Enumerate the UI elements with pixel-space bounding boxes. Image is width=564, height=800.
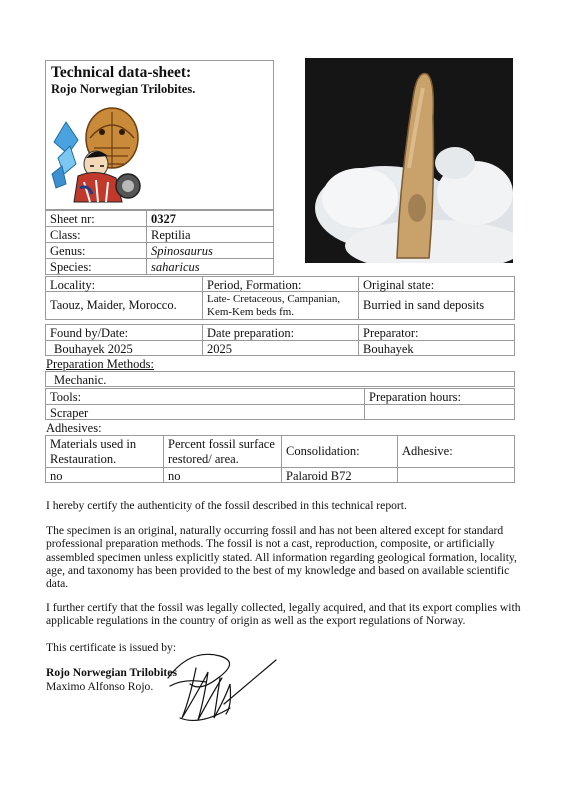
percent-label: Percent fossil surface restored/ area. xyxy=(168,437,275,466)
found-by-value: Bouhayek 2025 xyxy=(54,342,133,356)
methods-box xyxy=(45,371,515,387)
original-state-label: Original state: xyxy=(363,278,435,292)
handwritten-signature xyxy=(160,648,280,726)
certification-paragraph-3: I further certify that the fossil was legally collected, legally acquired, and that its export complies with applicable regulations in the country of origin as well as the export regulations of Norway. xyxy=(46,601,521,628)
methods-value: Mechanic. xyxy=(54,373,107,387)
found-by-label: Found by/Date: xyxy=(50,326,129,340)
trilobite-samurai-logo xyxy=(50,102,146,206)
sheet-number: 0327 xyxy=(151,212,176,226)
adhesive-label: Adhesive: xyxy=(402,444,453,458)
certification-paragraph-2: The specimen is an original, naturally occurring fossil and has not been altered except for standard professional preparation methods. The fossil is not a cast, reproduction, composite, or artificially assembled specimen unless explicitly stated. All information regarding geological formation, locality, age, and taxonomy has been provided to the best of my knowledge and based on available scientific data. xyxy=(46,524,517,591)
preparation-methods-heading: Preparation Methods: xyxy=(46,357,154,371)
preparator-label: Preparator: xyxy=(363,326,419,340)
materials-value: no xyxy=(50,469,63,483)
fossil-tooth-photo xyxy=(305,58,513,263)
period-label: Period, Formation: xyxy=(207,278,302,292)
preparator-value: Bouhayek xyxy=(363,342,414,356)
adhesives-heading: Adhesives: xyxy=(46,421,102,435)
consolidation-label: Consolidation: xyxy=(286,444,360,458)
date-preparation-label: Date preparation: xyxy=(207,326,295,340)
date-preparation-value: 2025 xyxy=(207,342,232,356)
certification-paragraph-1: I hereby certify the authenticity of the fossil described in this technical report. xyxy=(46,499,407,512)
certification-paragraph-4: This certificate is issued by: xyxy=(46,641,177,654)
tools-value: Scraper xyxy=(50,406,89,420)
percent-value: no xyxy=(168,469,181,483)
species-value: saharicus xyxy=(151,260,200,274)
preparation-hours-label: Preparation hours: xyxy=(369,390,461,404)
document-title: Technical data-sheet: xyxy=(51,64,192,81)
materials-label: Materials used in Restauration. xyxy=(50,437,137,466)
species-label: Species: xyxy=(50,260,92,274)
original-state-value: Burried in sand deposits xyxy=(363,298,485,312)
genus-label: Genus: xyxy=(50,244,86,258)
sheet-label: Sheet nr: xyxy=(50,212,95,226)
locality-label: Locality: xyxy=(50,278,96,292)
consolidation-value: Palaroid B72 xyxy=(286,469,352,483)
issuer-name: Rojo Norwegian Trilobites xyxy=(46,666,177,679)
genus-value: Spinosaurus xyxy=(151,244,213,258)
locality-value: Taouz, Maider, Morocco. xyxy=(50,298,177,312)
document-subtitle: Rojo Norwegian Trilobites. xyxy=(51,82,196,96)
class-value: Reptilia xyxy=(151,228,191,242)
class-label: Class: xyxy=(50,228,81,242)
period-value: Late- Cretaceous, Campanian, Kem-Kem beds fm. xyxy=(207,293,341,318)
issuer-person: Maximo Alfonso Rojo. xyxy=(46,680,154,693)
tools-label: Tools: xyxy=(50,390,82,404)
